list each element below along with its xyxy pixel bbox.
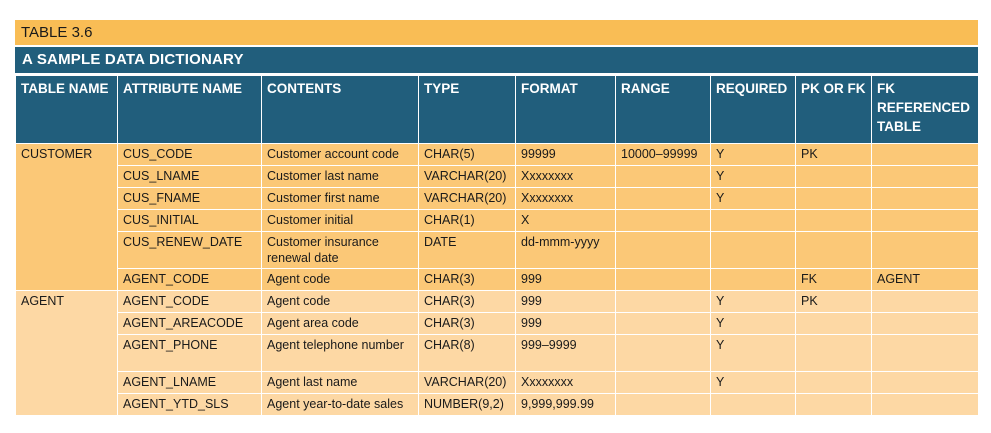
cell-attribute-name: AGENT_LNAME: [118, 372, 262, 394]
cell-attribute-name: CUS_INITIAL: [118, 210, 262, 232]
cell-pk-or-fk: [796, 372, 872, 394]
cell-format: 999: [516, 291, 616, 313]
cell-attribute-name: AGENT_CODE: [118, 269, 262, 291]
cell-fk-referenced-table: [872, 166, 979, 188]
cell-required: Y: [711, 166, 796, 188]
cell-range: [616, 313, 711, 335]
cell-required: Y: [711, 188, 796, 210]
cell-type: DATE: [419, 232, 516, 269]
cell-contents: Agent telephone number: [262, 335, 419, 372]
cell-table-name: AGENT: [16, 291, 118, 416]
cell-contents: Customer last name: [262, 166, 419, 188]
cell-format: Xxxxxxxx: [516, 372, 616, 394]
cell-required: Y: [711, 335, 796, 372]
cell-contents: Agent code: [262, 269, 419, 291]
cell-attribute-name: CUS_LNAME: [118, 166, 262, 188]
cell-pk-or-fk: [796, 335, 872, 372]
cell-fk-referenced-table: [872, 188, 979, 210]
table-title: A SAMPLE DATA DICTIONARY: [15, 47, 978, 73]
cell-contents: Agent code: [262, 291, 419, 313]
column-header-table-name: TABLE NAME: [16, 76, 118, 144]
cell-contents: Customer initial: [262, 210, 419, 232]
cell-attribute-name: AGENT_PHONE: [118, 335, 262, 372]
cell-range: 10000–99999: [616, 144, 711, 166]
cell-format: Xxxxxxxx: [516, 166, 616, 188]
cell-pk-or-fk: [796, 394, 872, 416]
cell-contents: Customer insurance renewal date: [262, 232, 419, 269]
cell-pk-or-fk: PK: [796, 144, 872, 166]
table-row: [16, 394, 979, 416]
cell-fk-referenced-table: [872, 210, 979, 232]
cell-range: [616, 188, 711, 210]
cell-fk-referenced-table: [872, 232, 979, 269]
cell-format: 999–9999: [516, 335, 616, 372]
cell-attribute-name: AGENT_AREACODE: [118, 313, 262, 335]
table-row: [16, 210, 979, 232]
cell-attribute-name: AGENT_YTD_SLS: [118, 394, 262, 416]
cell-range: [616, 291, 711, 313]
cell-pk-or-fk: [796, 232, 872, 269]
cell-fk-referenced-table: [872, 144, 979, 166]
cell-contents: Customer account code: [262, 144, 419, 166]
cell-range: [616, 210, 711, 232]
cell-type: CHAR(3): [419, 291, 516, 313]
cell-range: [616, 372, 711, 394]
table-body: [16, 144, 979, 416]
cell-format: 99999: [516, 144, 616, 166]
cell-format: 999: [516, 269, 616, 291]
cell-pk-or-fk: PK: [796, 291, 872, 313]
cell-format: X: [516, 210, 616, 232]
table-row: [16, 313, 979, 335]
cell-type: CHAR(5): [419, 144, 516, 166]
table-row: [16, 372, 979, 394]
table-row: [16, 232, 979, 269]
cell-range: [616, 269, 711, 291]
column-header-format: FORMAT: [516, 76, 616, 144]
column-header-type: TYPE: [419, 76, 516, 144]
column-header-fk-referenced-table: FK REFERENCED TABLE: [872, 76, 979, 144]
cell-format: 9,999,999.99: [516, 394, 616, 416]
column-header-attribute-name: ATTRIBUTE NAME: [118, 76, 262, 144]
cell-fk-referenced-table: [872, 335, 979, 372]
cell-contents: Agent last name: [262, 372, 419, 394]
cell-pk-or-fk: [796, 166, 872, 188]
data-dictionary-figure: [15, 20, 978, 416]
cell-contents: Agent area code: [262, 313, 419, 335]
cell-format: 999: [516, 313, 616, 335]
cell-required: Y: [711, 291, 796, 313]
cell-pk-or-fk: [796, 188, 872, 210]
cell-type: CHAR(3): [419, 269, 516, 291]
cell-pk-or-fk: [796, 210, 872, 232]
table-row: [16, 188, 979, 210]
cell-required: Y: [711, 313, 796, 335]
cell-fk-referenced-table: [872, 394, 979, 416]
column-header-pk-or-fk: PK OR FK: [796, 76, 872, 144]
cell-required: [711, 232, 796, 269]
cell-fk-referenced-table: AGENT: [872, 269, 979, 291]
table-row: [16, 166, 979, 188]
cell-required: Y: [711, 144, 796, 166]
cell-type: VARCHAR(20): [419, 372, 516, 394]
cell-range: [616, 166, 711, 188]
cell-range: [616, 394, 711, 416]
cell-type: CHAR(8): [419, 335, 516, 372]
cell-range: [616, 335, 711, 372]
cell-type: CHAR(1): [419, 210, 516, 232]
cell-pk-or-fk: FK: [796, 269, 872, 291]
cell-attribute-name: CUS_RENEW_DATE: [118, 232, 262, 269]
header-row: [16, 76, 979, 144]
cell-type: CHAR(3): [419, 313, 516, 335]
cell-contents: Customer first name: [262, 188, 419, 210]
cell-type: VARCHAR(20): [419, 188, 516, 210]
cell-fk-referenced-table: [872, 372, 979, 394]
column-header-contents: CONTENTS: [262, 76, 419, 144]
cell-range: [616, 232, 711, 269]
cell-format: Xxxxxxxx: [516, 188, 616, 210]
data-dictionary-table: [15, 75, 979, 416]
cell-type: NUMBER(9,2): [419, 394, 516, 416]
cell-pk-or-fk: [796, 313, 872, 335]
cell-table-name: CUSTOMER: [16, 144, 118, 291]
cell-attribute-name: AGENT_CODE: [118, 291, 262, 313]
cell-fk-referenced-table: [872, 291, 979, 313]
cell-required: [711, 210, 796, 232]
column-header-required: REQUIRED: [711, 76, 796, 144]
cell-type: VARCHAR(20): [419, 166, 516, 188]
cell-attribute-name: CUS_CODE: [118, 144, 262, 166]
table-row: [16, 291, 979, 313]
cell-contents: Agent year-to-date sales: [262, 394, 419, 416]
table-header: [16, 76, 979, 144]
table-number: TABLE 3.6: [15, 20, 978, 45]
cell-required: Y: [711, 372, 796, 394]
cell-format: dd-mmm-yyyy: [516, 232, 616, 269]
table-row: [16, 269, 979, 291]
table-row: [16, 335, 979, 372]
table-row: [16, 144, 979, 166]
cell-required: [711, 394, 796, 416]
cell-fk-referenced-table: [872, 313, 979, 335]
cell-attribute-name: CUS_FNAME: [118, 188, 262, 210]
cell-required: [711, 269, 796, 291]
column-header-range: RANGE: [616, 76, 711, 144]
